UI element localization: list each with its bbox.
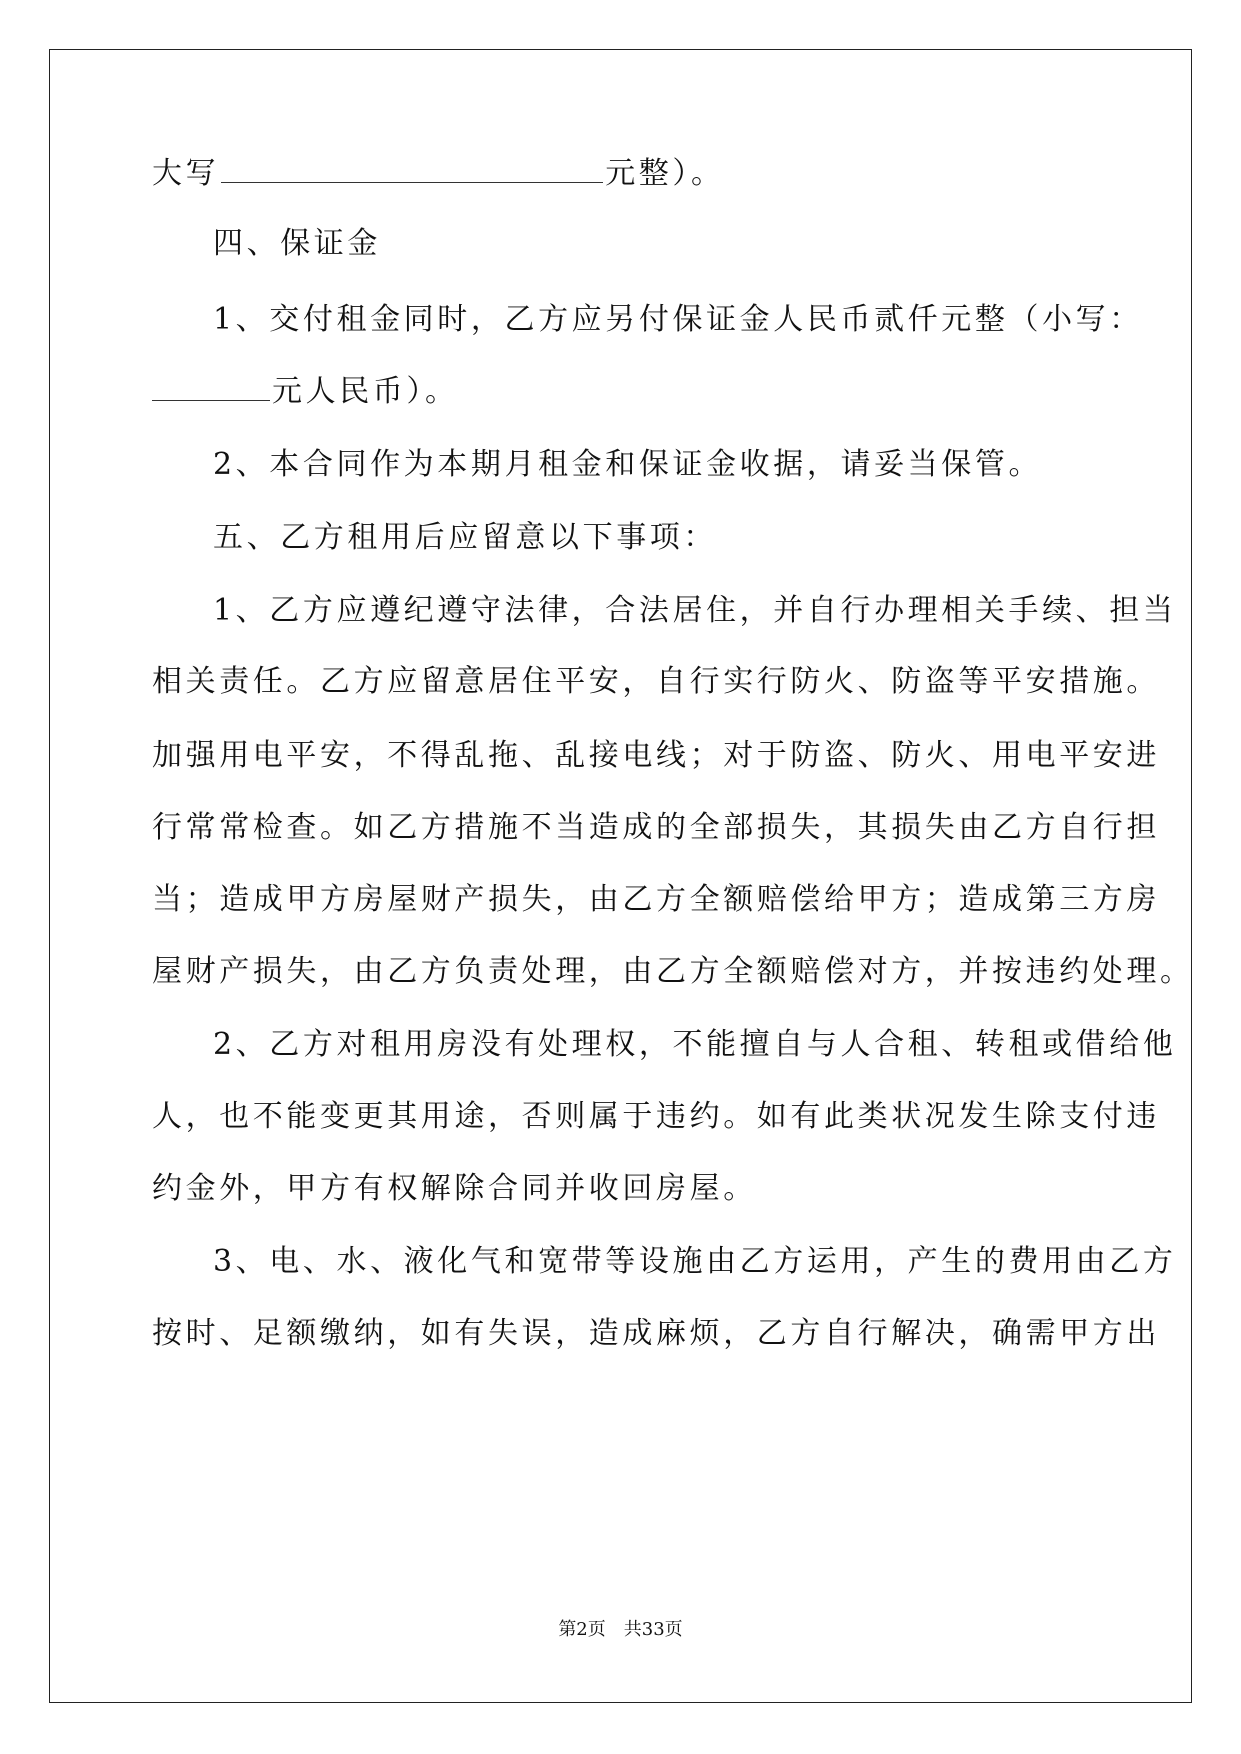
blank-underline — [152, 380, 270, 401]
paragraph-line: 屋财产损失，由乙方负责处理，由乙方全额赔偿对方，并按违约处理。 — [152, 954, 1194, 989]
paragraph-line: 人，也不能变更其用途，否则属于违约。如有此类状况发生除支付违 — [152, 1099, 1160, 1134]
paragraph-line: 当；造成甲方房屋财产损失，由乙方全额赔偿给甲方；造成第三方房 — [152, 882, 1160, 917]
text-line-amount-figure — [152, 372, 459, 412]
paragraph-line: 按时、足额缴纳，如有失误，造成麻烦，乙方自行解决，确需甲方出 — [152, 1316, 1160, 1351]
text-fragment: 元整）。 — [605, 156, 725, 191]
page-border — [49, 49, 1192, 1703]
blank-underline — [221, 162, 603, 183]
text-fragment: 大写 — [152, 156, 220, 191]
paragraph-line: 行常常检查。如乙方措施不当造成的全部损失，其损失由乙方自行担 — [152, 810, 1160, 845]
paragraph-line: 3、电、水、液化气和宽带等设施由乙方运用，产生的费用由乙方 — [213, 1244, 1177, 1279]
paragraph-line: 2、本合同作为本期月租金和保证金收据，请妥当保管。 — [213, 447, 1043, 482]
section-heading-deposit: 四、保证金 — [213, 226, 381, 261]
paragraph-line: 加强用电平安，不得乱拖、乱接电线；对于防盗、防火、用电平安进 — [152, 738, 1160, 773]
page-number: 第2页 — [558, 1619, 606, 1640]
text-line-amount-words — [152, 154, 725, 194]
paragraph-line: 1、交付租金同时，乙方应另付保证金人民币贰仟元整（小写： — [213, 302, 1143, 337]
paragraph-line: 1、乙方应遵纪遵守法律，合法居住，并自行办理相关手续、担当 — [213, 593, 1177, 628]
paragraph-line: 相关责任。乙方应留意居住平安，自行实行防火、防盗等平安措施。 — [152, 664, 1160, 699]
page-total: 共33页 — [623, 1619, 683, 1640]
paragraph-line: 2、乙方对租用房没有处理权，不能擅自与人合租、转租或借给他 — [213, 1027, 1177, 1062]
page-footer — [0, 1618, 1241, 1642]
paragraph-line: 约金外，甲方有权解除合同并收回房屋。 — [152, 1171, 757, 1206]
section-heading-notes: 五、乙方租用后应留意以下事项： — [213, 520, 717, 555]
text-fragment: 元人民币）。 — [272, 374, 459, 409]
